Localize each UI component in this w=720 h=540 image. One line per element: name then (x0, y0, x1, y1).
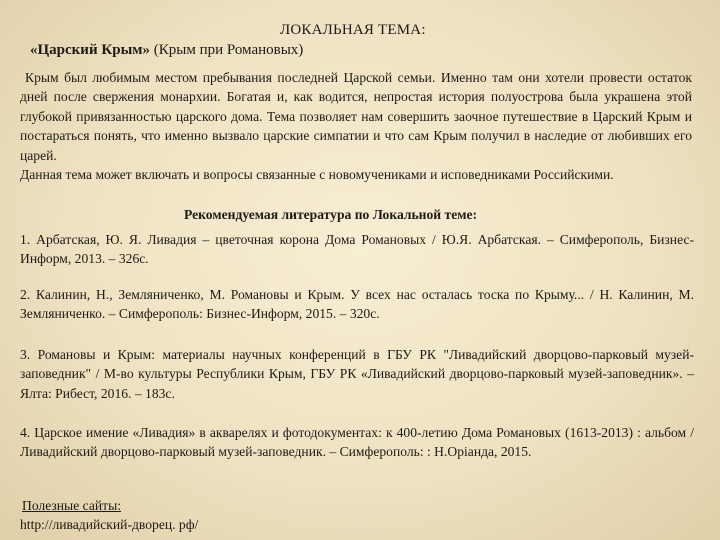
reference-item (20, 345, 694, 403)
website-link[interactable]: http://ливадийский-дворец. рф/ (20, 517, 199, 532)
reference-item (20, 230, 694, 269)
reference-text: 2. Калинин, Н., Земляниченко, М. Романовы и Крым. У всех нас осталась тоска по Крыму... / Н. Калинин, М. Земляниченко. – Симферополь: Бизнес-Информ, 2015. – 320с. (20, 287, 694, 322)
intro-text (20, 68, 692, 184)
reference-text: 3. Романовы и Крым: материалы научных конференций в ГБУ РК "Ливадийский дворцово-парковый музей-заповедник" / М-во культуры Республики Крым, ГБУ РК «Ливадийский дворцово-парковый музей-заповедник». – Ялта: Рибест, 2016. – 183с. (20, 347, 694, 401)
literature-heading: Рекомендуемая литература по Локальной теме: (184, 207, 478, 222)
intro-paragraph: Крым был любимым местом пребывания последней Царской семьи. Именно там они хотели провести остаток дней после свержения монархии. Богатая и, как водится, непростая история полуострова была украшена этой глубокой привязанностью царского дома. Тема позволяет нам совершить заочное путешествие в Царский Крым и постараться понять, что именно вызвало царские симпатии и что сам Крым получил в наследие от любивших его царей. (20, 70, 692, 163)
intro-paragraph: Данная тема может включать и вопросы связанные с новомучениками и исповедниками Российскими. (20, 167, 614, 183)
header-title: ЛОКАЛЬНАЯ ТЕМА: (280, 22, 426, 38)
reference-item (20, 423, 694, 462)
reference-text: 4. Царское имение «Ливадия» в акварелях и фотодокументах: к 400-летию Дома Романовых (1613-2013) : альбом / Ливадийский дворцово-парковый музей-заповедник. – Симферополь: : Н.Оріанда, 2015. (20, 425, 694, 460)
reference-text: 1. Арбатская, Ю. Я. Ливадия – цветочная корона Дома Романовых / Ю.Я. Арбатская. – Симферополь, Бизнес-Информ, 2013. – 326с. (20, 232, 694, 267)
reference-item (20, 285, 694, 324)
topic-title-bold: «Царский Крым» (30, 42, 150, 58)
topic-title-rest: (Крым при Романовых) (150, 42, 304, 58)
links-heading: Полезные сайты: (22, 498, 121, 513)
topic-title (30, 42, 303, 59)
